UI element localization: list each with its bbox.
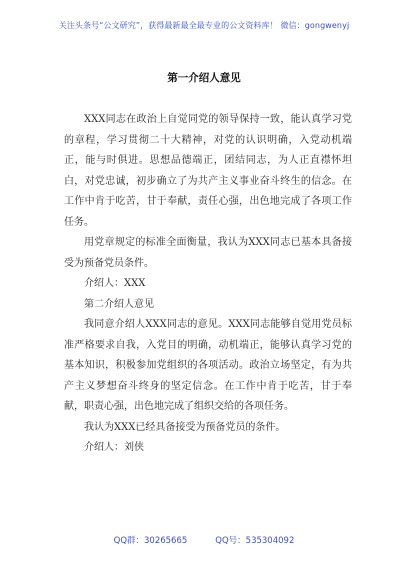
second-introducer-heading: 第二介绍人意见 bbox=[84, 298, 154, 310]
second-introducer-signature: 介绍人：刘侠 bbox=[84, 442, 144, 453]
second-introducer-opinion-paragraph: 我同意介绍人XXX同志的意见。XXX同志能够自觉用党员标准严格要求自我，入党目的明确，动机端正，能够认真学习党的基本知识，积极参加党组织的各项活动。政治立场坚定，有为共产主义梦想奋斗终身的坚定信念。在工作中肯于吃苦，甘于奉献，职责心强，出色地完成了组织交给的各项任务。 bbox=[64, 319, 352, 412]
contact-footer bbox=[0, 534, 408, 546]
first-introducer-signature: 介绍人：XXX bbox=[84, 278, 146, 289]
conclusion-paragraph: 我认为XXX已经具备接受为预备党员的条件。 bbox=[84, 421, 286, 433]
document-body bbox=[64, 110, 352, 459]
document-title: 第一介绍人意见 bbox=[167, 72, 241, 84]
qq-group-number: QQ群：30265665 bbox=[113, 536, 188, 546]
first-introducer-opinion-paragraph: XXX同志在政治上自觉同党的领导保持一致，能认真学习党的章程，学习贯彻二十大精神，对党的认识明确，入党动机端正，能与时俱进。思想品德端正，团结同志，为人正直襟怀坦白，对党忠诚，初步确立了为共产主义事业奋斗终生的信念。在工作中肯于吃苦，甘于奉献，责任心强，出色地完成了各项工作任务。 bbox=[64, 114, 352, 228]
qq-number: QQ号：535304092 bbox=[215, 536, 295, 546]
promo-banner: 关注头条号“公文研究”，获得最新最全最专业的公文资料库！ 微信：gongwenyj bbox=[58, 21, 350, 30]
evaluation-paragraph: 用党章规定的标准全面衡量，我认为XXX同志已基本具备接受为预备党员条件。 bbox=[64, 237, 352, 269]
